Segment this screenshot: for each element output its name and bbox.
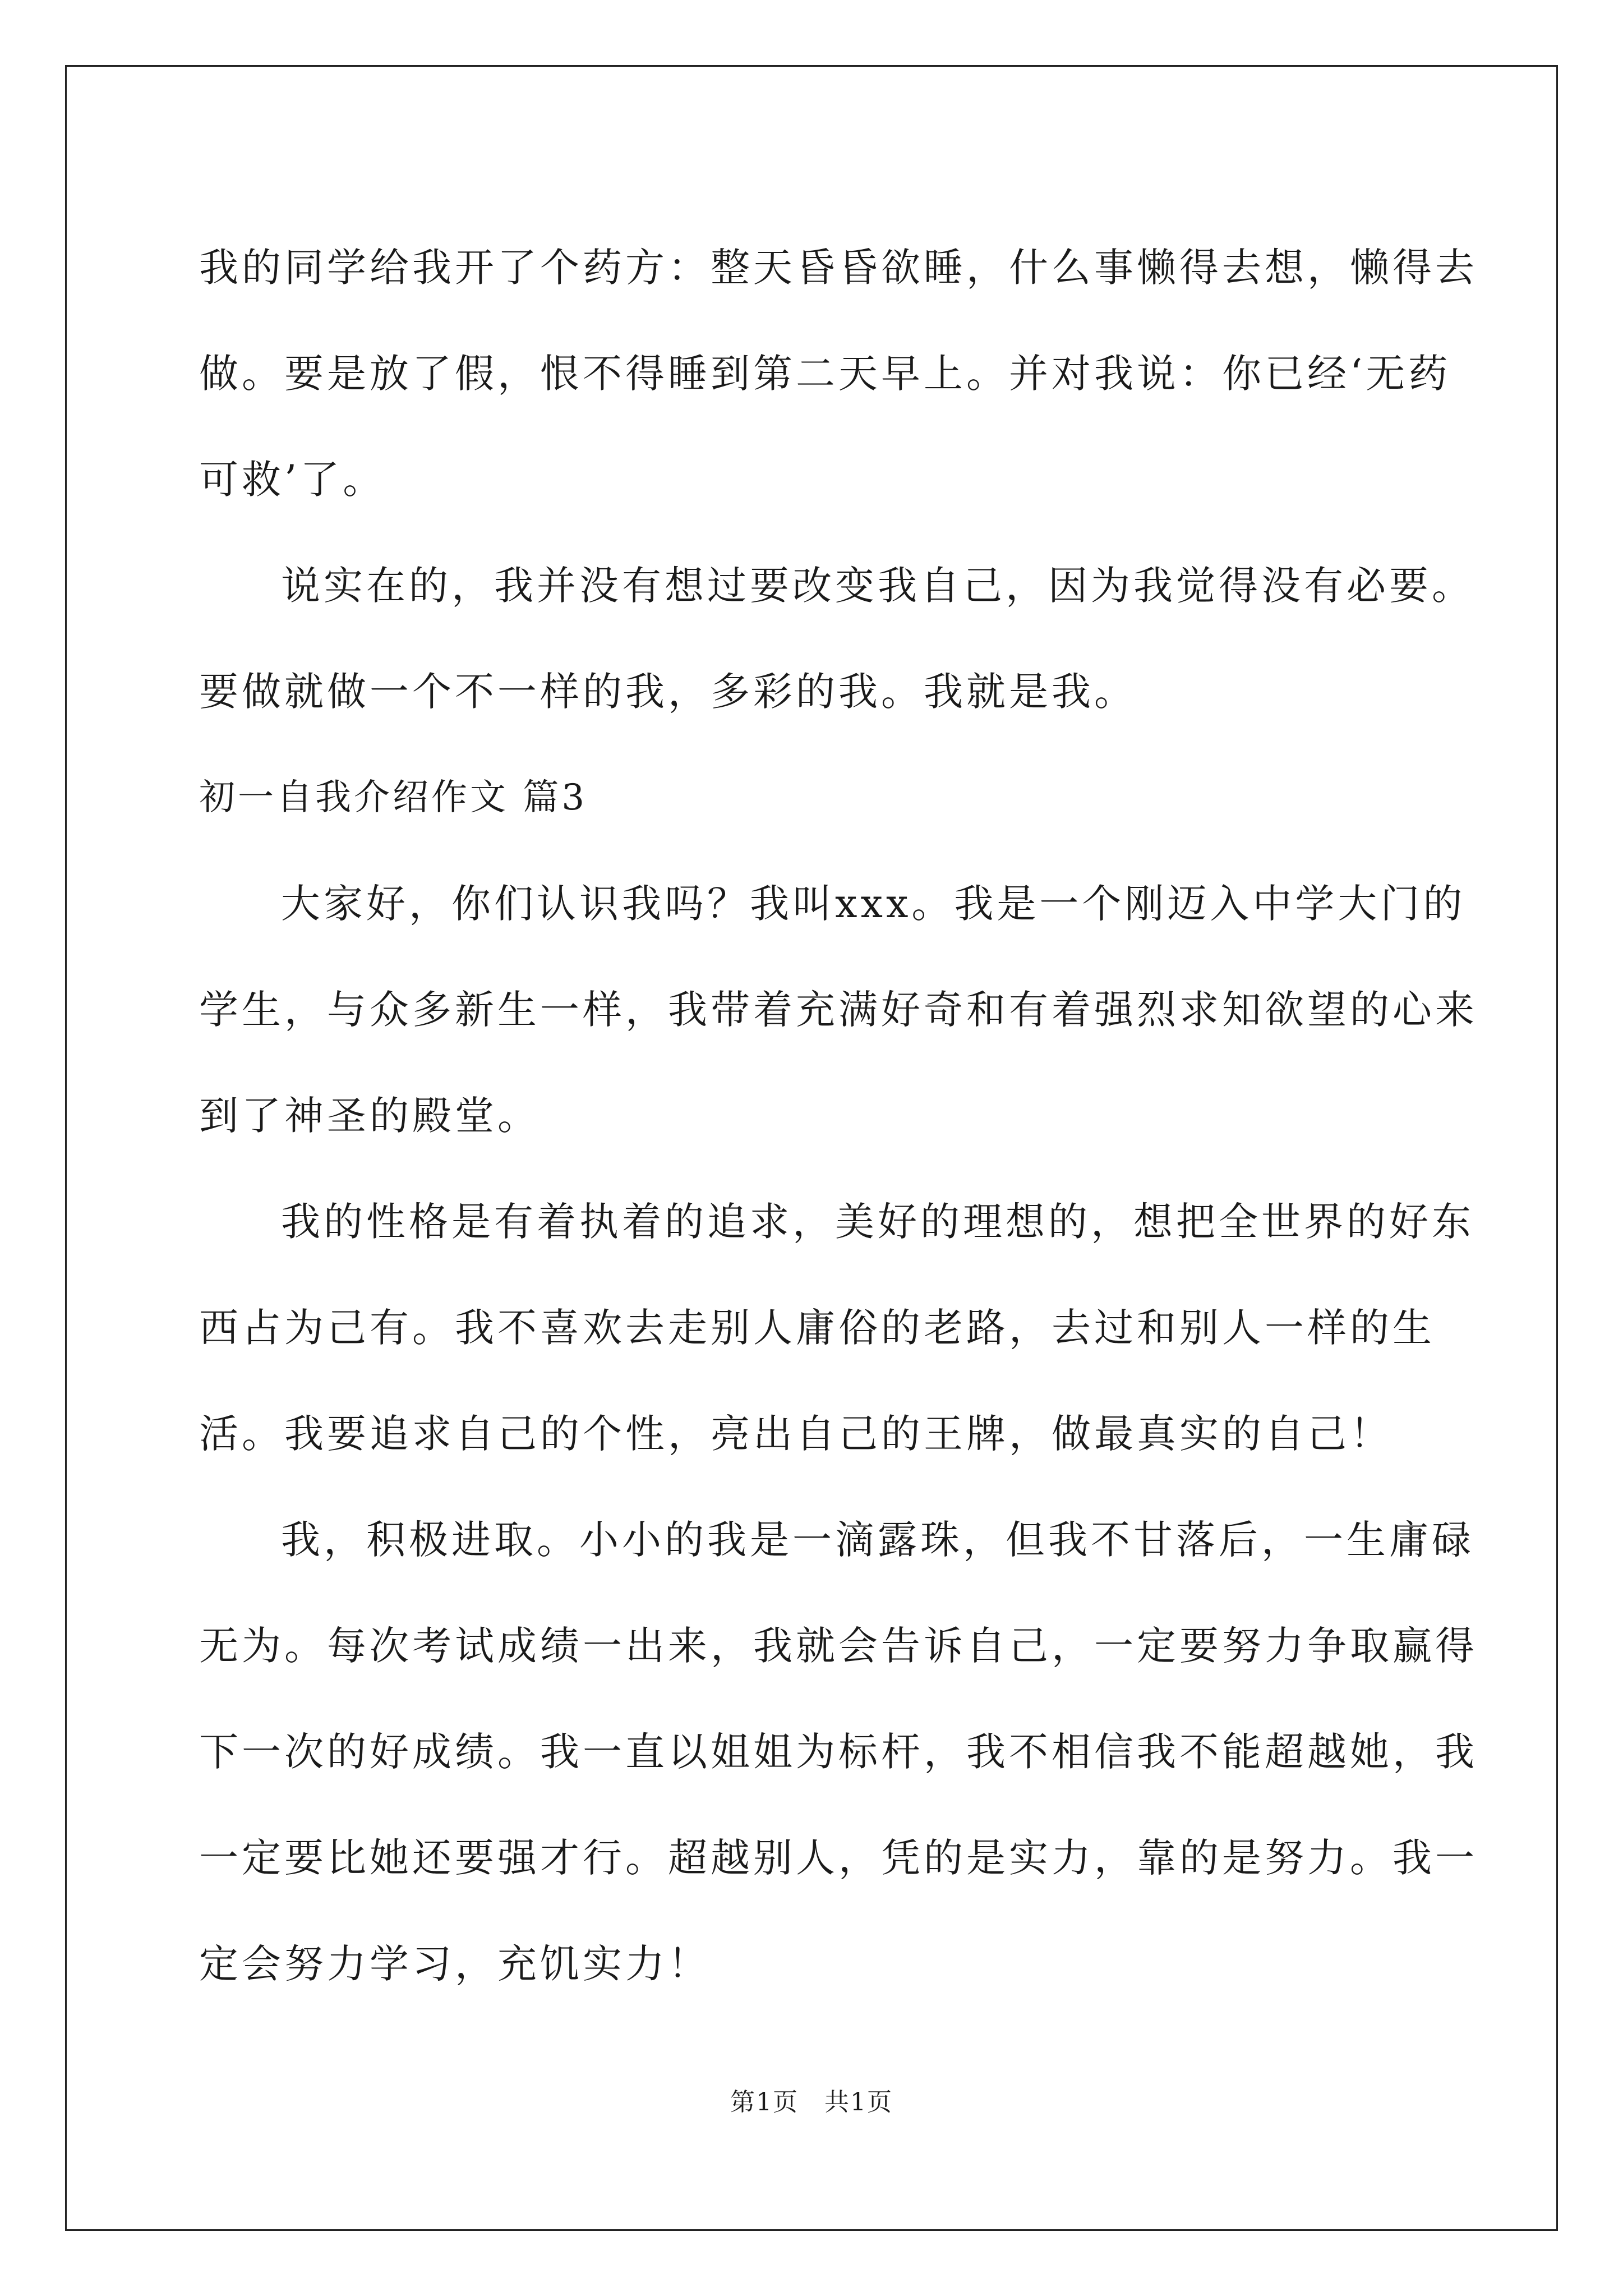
paragraph-ambition: 我，积极进取。小小的我是一滴露珠，但我不甘落后，一生庸碌无为。每次考试成绩一出来，我就会告诉自己，一定要努力争取赢得下一次的好成绩。我一直以姐姐为标杆，我不相信我不能超越她，我一定要比她还要强才行。超越别人，凭的是实力，靠的是努力。我一定会努力学习，充饥实力！ [199, 1517, 1478, 1987]
document-body [199, 215, 1483, 2017]
paragraph-prescription: 我的同学给我开了个药方：整天昏昏欲睡，什么事懒得去想，懒得去做。要是放了假，恨不得睡到第二天早上。并对我说：你已经‘无药可救’了。 [199, 245, 1478, 503]
paragraph-personality: 我的性格是有着执着的追求，美好的理想的，想把全世界的好东西占为己有。我不喜欢去走别人庸俗的老路，去过和别人一样的生活。我要追求自己的个性，亮出自己的王牌，做最真实的自己！ [199, 1199, 1474, 1457]
page-footer: 第1页 共1页 [730, 2088, 893, 2116]
section-heading: 初一自我介绍作文 篇3 [199, 777, 588, 818]
paragraph-greeting: 大家好，你们认识我吗？我叫xxx。我是一个刚迈入中学大门的学生，与众多新生一样，我带着充满好奇和有着强烈求知欲望的心来到了神圣的殿堂。 [199, 881, 1478, 1139]
paragraph-no-need-to-change: 说实在的，我并没有想过要改变我自己，因为我觉得没有必要。要做就做一个不一样的我，多彩的我。我就是我。 [199, 563, 1474, 715]
